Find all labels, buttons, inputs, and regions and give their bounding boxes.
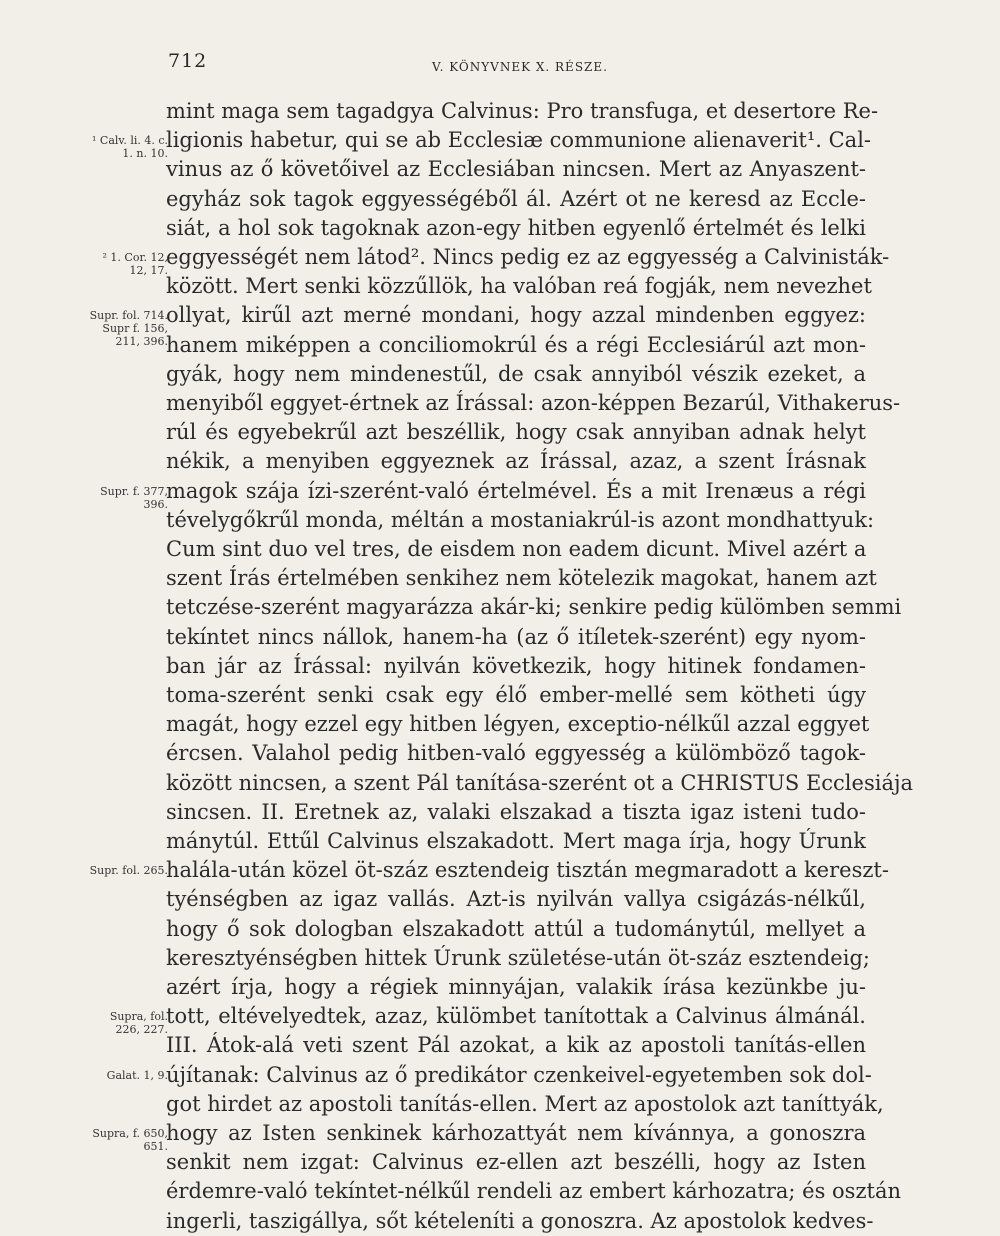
text-line: tekíntet nincs nállok, hanem-ha (az ő itíletek-szerént) egy nyom- xyxy=(166,624,866,649)
margin-note-line: 651. xyxy=(143,1140,168,1153)
text-line: vinus az ő követőivel az Ecclesiában nincsen. Mert az Anyaszent- xyxy=(166,157,866,182)
margin-note-line: 211, 396. xyxy=(115,335,168,349)
text-line: ligionis habetur, qui se ab Ecclesiæ communione alienaverit¹. Cal- xyxy=(166,128,872,153)
margin-note xyxy=(58,134,168,160)
margin-note-line: 396. xyxy=(143,497,168,511)
text-line: got hirdet az apostoli tanítás-ellen. Mert az apostolok azt taníttyák, xyxy=(166,1091,884,1116)
text-line: senkit nem izgat: Calvinus ez-ellen azt beszélli, hogy az Isten xyxy=(166,1150,866,1175)
text-line: mánytúl. Ettűl Calvinus elszakadott. Mert maga írja, hogy Úrunk xyxy=(166,829,866,853)
text-line: Cum sint duo vel tres, de eisdem non eadem dicunt. Mivel azért a xyxy=(166,537,867,561)
margin-note-line: Supr. f. 377, xyxy=(100,484,168,498)
text-line: hogy ő sok dologban elszakadott attúl a tudománytúl, mellyet a xyxy=(166,916,866,941)
text-line: újítanak: Calvinus az ő predikátor czenkeivel-egyetemben sok dol- xyxy=(166,1062,872,1087)
text-line: menyiből eggyet-értnek az Írással: azon-képpen Bezarúl, Vithakerus- xyxy=(166,391,901,415)
margin-note-line: Supr. fol. 265. xyxy=(89,864,168,878)
text-line: érdemre-való tekíntet-nélkűl rendeli az embert kárhozatra; és osztán xyxy=(166,1179,901,1204)
text-line: szent Írás értelmében senkihez nem kötelezik magokat, hanem azt xyxy=(166,566,877,591)
text-line: sincsen. II. Eretnek az, valaki elszakad a tiszta igaz isteni tudo- xyxy=(166,799,866,824)
margin-note xyxy=(58,309,168,348)
margin-note xyxy=(58,251,168,277)
text-line: hanem miképpen a conciliomokrúl és a régi Ecclesiárúl azt mon- xyxy=(166,332,866,357)
page-number: 712 xyxy=(168,50,208,72)
margin-note-line: Supr. fol. 714. xyxy=(89,309,168,323)
text-line: ércsen. Valahol pedig hitben-való eggyesség a külömböző tagok- xyxy=(166,741,866,766)
text-line: tott, eltévelyedtek, azaz, külömbet tanítottak a Calvinus álmánál. xyxy=(166,1004,866,1029)
text-line: között nincsen, a szent Pál tanítása-szerént ot a CHRISTUS Ecclesiája xyxy=(166,770,913,795)
text-line: toma-szerént senki csak egy élő ember-mellé sem kötheti úgy xyxy=(166,683,866,707)
text-line: azért írja, hogy a régiek minnyájan, valakik írása kezünkbe ju- xyxy=(166,975,866,999)
text-line: egyház sok tagok eggyességéből ál. Azért ot ne keresd az Eccle- xyxy=(166,186,866,211)
text-line: gyák, hogy nem mindenestűl, de csak annyiból vészik ezeket, a xyxy=(166,361,866,386)
margin-note-line: 226, 227. xyxy=(115,1023,168,1037)
text-line: között. Mert senki közzűllök, ha valóban reá fogják, nem nevezhet xyxy=(166,274,872,299)
text-line: tévelygőkrűl monda, méltán a mostaniakrúl-is azont mondhattyuk: xyxy=(166,507,875,532)
margin-note-line: ¹ Calv. li. 4. c. xyxy=(92,134,168,148)
text-line: rúl és egyebekrűl azt beszéllik, hogy csak annyiban adnak helyt xyxy=(166,420,866,445)
margin-note-line: Supra, f. 650, xyxy=(92,1127,168,1140)
text-line: magok szája ízi-szerént-való értelmével. És a mit Irenæus a régi xyxy=(166,478,866,503)
text-line: magát, hogy ezzel egy hitben légyen, exceptio-nélkűl azzal eggyet xyxy=(166,712,870,737)
text-line: hogy az Isten senkinek kárhozattyát nem kívánnya, a gonoszra xyxy=(166,1121,866,1145)
text-line: ollyat, kirűl azt merné mondani, hogy azzal mindenben eggyez: xyxy=(166,303,866,328)
text-line: ingerli, taszigállya, sőt kételeníti a gonoszra. Az apostolok kedves- xyxy=(166,1208,874,1233)
margin-note xyxy=(58,485,168,511)
text-line: III. Átok-alá veti szent Pál azokat, a kik az apostoli tanítás-ellen xyxy=(166,1033,866,1058)
margin-note xyxy=(58,1127,168,1153)
text-line: eggyességét nem látod². Nincs pedig ez az eggyesség a Calvinisták- xyxy=(166,245,890,269)
text-line: mint maga sem tagadgya Calvinus: Pro transfuga, et desertore Re- xyxy=(166,99,879,123)
margin-note xyxy=(58,1010,168,1036)
text-line: ban jár az Írással: nyilván következik, hogy hitinek fondamen- xyxy=(166,653,866,678)
text-line: halála-után közel öt-száz esztendeig tisztán megmaradott a kereszt- xyxy=(166,858,889,883)
text-line: tyénségben az igaz vallás. Azt-is nyilván vallya csigázás-nélkűl, xyxy=(166,887,866,912)
text-line: nékik, a menyiben eggyeznek az Írással, azaz, a szent Írásnak xyxy=(166,449,866,474)
margin-note-line: Supr f. 156, xyxy=(102,322,168,336)
margin-note-line: Galat. 1, 9. xyxy=(106,1068,168,1082)
margin-note xyxy=(58,864,168,877)
margin-note-line: ² 1. Cor. 12, xyxy=(102,251,168,264)
text-line: siát, a hol sok tagoknak azon-egy hitben egyenlő értelmét és lelki xyxy=(166,215,866,240)
margin-note-line: 12, 17. xyxy=(129,264,168,277)
running-head: V. KÖNYVNEK X. RÉSZE. xyxy=(432,60,608,74)
text-line: tetczése-szerént magyarázza akár-ki; senkire pedig külömben semmi xyxy=(166,595,902,620)
margin-note-line: Supra, fol. xyxy=(109,1010,168,1024)
margin-note xyxy=(58,1069,168,1082)
margin-note-line: 1. n. 10. xyxy=(122,147,168,161)
text-line: keresztyénségben hittek Úrunk születése-után öt-száz esztendeig; xyxy=(166,945,870,970)
